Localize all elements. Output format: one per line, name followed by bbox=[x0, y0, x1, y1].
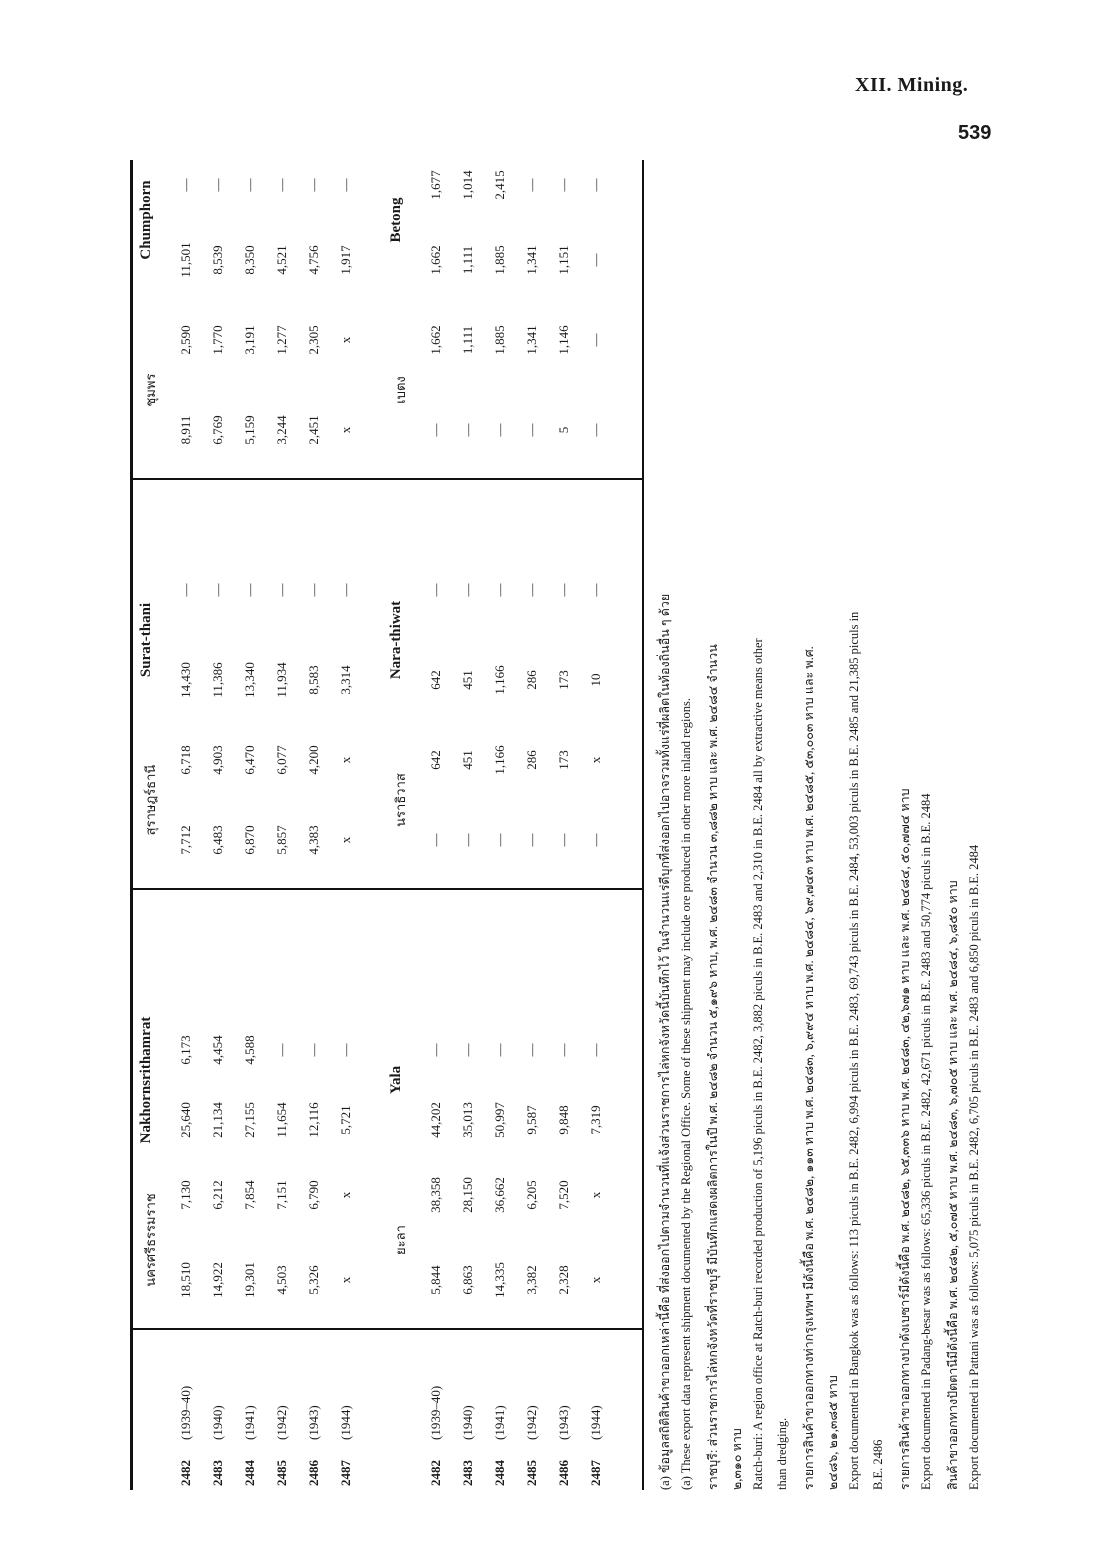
top_table-cell: 6,718 bbox=[178, 745, 193, 775]
bottom_table-cell: 3,382 bbox=[524, 1265, 539, 1295]
top_table-cell: 13,340 bbox=[242, 662, 257, 698]
bottom_table-cell: 7,520 bbox=[556, 1180, 571, 1210]
top_table-cell: — bbox=[274, 583, 289, 597]
stub-divider bbox=[130, 1328, 642, 1330]
top_table-cell: 6,212 bbox=[210, 1180, 225, 1210]
footnote-line: รายการสินค้าขาออกทางท่ากรุงเทพฯ มีดังนี้คือ พ.ศ. ๒๔๘๒, ๑๑๓ หาบ พ.ศ. ๒๔๘๓, ๖,๙๙๔ หาบ พ.ศ. ๒๔๘๔, ๖๙,๗๔๓ หาบ พ.ศ. ๒๔๘๕, ๕๓,๐๐๓ หาบ และ พ.ศ. bbox=[802, 646, 816, 1490]
bottom_table-cell: — bbox=[588, 423, 603, 437]
footnote-line: ๒๔๘๖, ๒๑,๓๘๕ หาบ bbox=[826, 1375, 840, 1490]
top_table-col-thai-2: ชุมพร bbox=[143, 373, 158, 407]
bottom_table-cell: 2,415 bbox=[492, 170, 507, 200]
bottom_table-cell: 1,014 bbox=[460, 170, 475, 200]
top_table-cell: — bbox=[242, 178, 257, 192]
top_table-cell: 6,470 bbox=[242, 745, 257, 775]
footnote-line: than dredging. bbox=[775, 1417, 789, 1490]
top_table-cell: 6,870 bbox=[242, 825, 257, 855]
top_table-cell: 4,588 bbox=[242, 1035, 257, 1065]
bottom_table-cell: — bbox=[556, 583, 571, 597]
year-ce: (1942) bbox=[524, 1405, 539, 1440]
table-top-rule bbox=[130, 160, 133, 1490]
top_table-cell: 3,244 bbox=[274, 415, 289, 445]
top_table-cell: 5,857 bbox=[274, 825, 289, 855]
top_table-cell: — bbox=[306, 583, 321, 597]
top_table-row-label bbox=[242, 1405, 258, 1486]
top_table-cell: 4,383 bbox=[306, 825, 321, 855]
top_table-cell: 5,721 bbox=[338, 1105, 353, 1135]
top_table-cell: 6,077 bbox=[274, 745, 289, 775]
top_table-col-latin-2: Chumphorn bbox=[138, 180, 154, 260]
top_table-cell: 6,483 bbox=[210, 825, 225, 855]
top_table-cell: 27,155 bbox=[242, 1102, 257, 1138]
bottom_table-cell: 451 bbox=[460, 670, 475, 690]
footnote-line: (a) ข้อมูลสถิติสินค้าขาออกเหล่านี้คือ ที่ส่งออกไปตามจำนวนที่แจ้งส่วนราชการไล่หกจังหวัดนี้บันทึกไว้ ในจำนวนแร่ดีบุกที่ส่งออกไปอาจรวมทั้งแร่ที่ผลิตในท้องถิ่นอื่น ๆ ด้วย bbox=[658, 593, 672, 1490]
footnote-line: Ratch-buri: A region office at Ratch-buri recorded production of 5,196 piculs in B.E. 2482, 3,882 piculs in B.E. 2483 and 2,310 in B.E. 2484 all by extractive means other bbox=[751, 638, 765, 1490]
bottom_table-cell: — bbox=[492, 583, 507, 597]
top_table-cell: — bbox=[306, 178, 321, 192]
year-ce: (1941) bbox=[242, 1405, 257, 1440]
top_table-cell: x bbox=[338, 426, 353, 434]
top_table-cell: 5,159 bbox=[242, 415, 257, 445]
bottom_table-cell: x bbox=[588, 1276, 603, 1284]
bottom_table-cell: 451 bbox=[460, 750, 475, 770]
bottom_table-cell: 173 bbox=[556, 750, 571, 770]
top_table-row-label bbox=[338, 1405, 354, 1486]
top_table-col-thai-1: สุราษฎร์ธานี bbox=[143, 764, 158, 836]
top_table-cell: 6,790 bbox=[306, 1180, 321, 1210]
year-ce: (1944) bbox=[338, 1405, 353, 1440]
bottom_table-col-thai-2: เบตง bbox=[393, 376, 408, 404]
top_table-cell: 2,590 bbox=[178, 325, 193, 355]
year-be: 2485 bbox=[274, 1460, 289, 1486]
top_table-cell: 4,521 bbox=[274, 245, 289, 275]
bottom_table-cell: — bbox=[492, 423, 507, 437]
top_table-cell: 4,903 bbox=[210, 745, 225, 775]
bottom_table-cell: 38,358 bbox=[428, 1177, 443, 1213]
bottom_table-cell: 2,328 bbox=[556, 1265, 571, 1295]
bottom_table-cell: — bbox=[524, 583, 539, 597]
bottom_table-cell: — bbox=[556, 178, 571, 192]
bottom_table-cell: 286 bbox=[524, 670, 539, 690]
top_table-col-latin-0: Nakhornsrithamrat bbox=[138, 1016, 154, 1144]
table-bottom-rule bbox=[642, 160, 644, 1490]
bottom_table-cell: — bbox=[460, 833, 475, 847]
bottom_table-cell: — bbox=[460, 423, 475, 437]
bottom_table-cell: — bbox=[524, 1043, 539, 1057]
year-be: 2487 bbox=[588, 1460, 603, 1486]
year-be: 2487 bbox=[338, 1460, 353, 1486]
bottom_table-cell: 1,151 bbox=[556, 245, 571, 275]
top_table-cell: 11,934 bbox=[274, 662, 289, 698]
top_table-cell: — bbox=[338, 583, 353, 597]
bottom_table-col-latin-2: Betong bbox=[388, 197, 404, 243]
year-be: 2486 bbox=[556, 1460, 571, 1486]
footnote-line: รายการสินค้าขาออกทางปาดังเบซาร์มีดังนี้คือ พ.ศ. ๒๔๘๒, ๖๕,๓๓๖ หาบ พ.ศ. ๒๔๘๓, ๔๒,๖๗๑ หาบ และ พ.ศ. ๒๔๘๔, ๕๐,๗๗๔ หาบ bbox=[898, 788, 912, 1490]
year-be: 2486 bbox=[306, 1460, 321, 1486]
top_table-cell: — bbox=[178, 583, 193, 597]
top_table-cell: — bbox=[210, 178, 225, 192]
top_table-cell: 14,430 bbox=[178, 662, 193, 698]
bottom_table-cell: — bbox=[588, 833, 603, 847]
top_table-cell: 8,911 bbox=[178, 415, 193, 445]
bottom_table-cell: — bbox=[556, 833, 571, 847]
top_table-cell: 12,116 bbox=[306, 1102, 321, 1138]
bottom_table-cell: — bbox=[428, 833, 443, 847]
bottom_table-row-label bbox=[556, 1405, 572, 1486]
year-be: 2485 bbox=[524, 1460, 539, 1486]
footnote-line: ๒,๓๑๐ หาบ bbox=[730, 1428, 744, 1490]
bottom_table-cell: 1,341 bbox=[524, 325, 539, 355]
top_table-cell: 7,130 bbox=[178, 1180, 193, 1210]
top_table-cell: 25,640 bbox=[178, 1102, 193, 1138]
bottom_table-cell: 642 bbox=[428, 750, 443, 770]
bottom_table-cell: 6,863 bbox=[460, 1265, 475, 1295]
top_table-cell: 18,510 bbox=[178, 1262, 193, 1298]
bottom_table-row-label bbox=[492, 1405, 508, 1486]
bottom_table-cell: 286 bbox=[524, 750, 539, 770]
footnote-line: Export documented in Bangkok was as follows: 113 piculs in B.E. 2482, 6,994 piculs in B.E. 2483, 69,743 piculs in B.E. 2484, 53,003 piculs in B.E. 2485 and 21,385 piculs in bbox=[847, 611, 861, 1490]
top_table-col-latin-1: Surat-thani bbox=[138, 602, 154, 678]
top_table-cell: — bbox=[178, 178, 193, 192]
top_table-cell: — bbox=[210, 583, 225, 597]
top_table-cell: 6,173 bbox=[178, 1035, 193, 1065]
top_table-cell: 4,200 bbox=[306, 745, 321, 775]
bottom_table-cell: — bbox=[524, 178, 539, 192]
bottom_table-cell: — bbox=[588, 583, 603, 597]
bottom_table-cell: 44,202 bbox=[428, 1102, 443, 1138]
top_table-cell: 19,301 bbox=[242, 1262, 257, 1298]
top_table-cell: 7,712 bbox=[178, 825, 193, 855]
bottom_table-cell: 1,885 bbox=[492, 245, 507, 275]
year-ce: (1944) bbox=[588, 1405, 603, 1440]
bottom_table-cell: 5 bbox=[556, 426, 571, 434]
year-be: 2484 bbox=[242, 1460, 257, 1486]
top_table-cell: 3,191 bbox=[242, 325, 257, 355]
bottom_table-col-thai-0: ยะลา bbox=[393, 1225, 408, 1255]
bottom_table-cell: 35,013 bbox=[460, 1102, 475, 1138]
top_table-row-label bbox=[274, 1405, 290, 1486]
bottom_table-cell: 1,662 bbox=[428, 325, 443, 355]
top_table-cell: x bbox=[338, 836, 353, 844]
year-be: 2483 bbox=[210, 1460, 225, 1486]
bottom_table-cell: x bbox=[588, 1191, 603, 1199]
bottom_table-cell: — bbox=[588, 333, 603, 347]
top_table-cell: 11,501 bbox=[178, 242, 193, 278]
top_table-cell: 14,922 bbox=[210, 1262, 225, 1298]
bottom_table-cell: — bbox=[460, 1043, 475, 1057]
year-be: 2484 bbox=[492, 1460, 507, 1486]
top_table-cell: 4,503 bbox=[274, 1265, 289, 1295]
bottom_table-cell: 14,335 bbox=[492, 1262, 507, 1298]
bottom_table-col-latin-0: Yala bbox=[388, 1065, 404, 1095]
top_table-row-label bbox=[210, 1405, 226, 1486]
top_table-cell: x bbox=[338, 1191, 353, 1199]
bottom_table-cell: 1,166 bbox=[492, 665, 507, 695]
bottom_table-cell: 5,844 bbox=[428, 1265, 443, 1295]
bottom_table-cell: — bbox=[460, 583, 475, 597]
section-title: XII. Mining. bbox=[855, 74, 969, 96]
bottom_table-cell: 36,662 bbox=[492, 1177, 507, 1213]
bottom_table-cell: 1,146 bbox=[556, 325, 571, 355]
column-divider-2 bbox=[130, 478, 642, 480]
top_table-row-label bbox=[178, 1386, 194, 1486]
year-ce: (1939–40) bbox=[428, 1385, 443, 1440]
bottom_table-row-label bbox=[588, 1405, 604, 1486]
top_table-cell: x bbox=[338, 756, 353, 764]
footnote-line: สินค้าขาออกทางปัตตานีมีดังนี้คือ พ.ศ. ๒๔๘๒, ๕,๐๗๕ หาบ พ.ศ. ๒๔๘๓, ๖,๗๐๕ หาบ และ พ.ศ. ๒๔๘๔, ๖,๘๕๐ หาบ bbox=[946, 880, 960, 1490]
bottom_table-cell: 1,341 bbox=[524, 245, 539, 275]
bottom_table-cell: 28,150 bbox=[460, 1177, 475, 1213]
bottom_table-row-label bbox=[460, 1405, 476, 1486]
bottom_table-cell: 7,319 bbox=[588, 1105, 603, 1135]
top_table-cell: — bbox=[338, 178, 353, 192]
rotated-table-block bbox=[75, 160, 990, 1490]
top_table-cell: 8,539 bbox=[210, 245, 225, 275]
bottom_table-cell: 1,111 bbox=[460, 245, 475, 275]
top_table-cell: — bbox=[242, 583, 257, 597]
top_table-cell: 1,770 bbox=[210, 325, 225, 355]
bottom_table-cell: — bbox=[428, 423, 443, 437]
top_table-row-label bbox=[306, 1405, 322, 1486]
top_table-col-thai-0: นครศรีธรรมราช bbox=[143, 1193, 158, 1287]
top_table-cell: 11,386 bbox=[210, 662, 225, 698]
bottom_table-cell: — bbox=[588, 178, 603, 192]
top_table-cell: 21,134 bbox=[210, 1102, 225, 1138]
top_table-cell: 5,326 bbox=[306, 1265, 321, 1295]
year-ce: (1941) bbox=[492, 1405, 507, 1440]
top_table-cell: 8,350 bbox=[242, 245, 257, 275]
top_table-cell: 4,454 bbox=[210, 1035, 225, 1065]
top_table-cell: — bbox=[274, 1043, 289, 1057]
bottom_table-cell: — bbox=[588, 253, 603, 267]
top_table-cell: 4,756 bbox=[306, 245, 321, 275]
footnote-line: ราชบุรี: ส่วนราชการไล่หกจังหวัดที่ราชบุรี มีบันทึกแสดงผลิตการในปี พ.ศ. ๒๔๘๒ จำนวน ๕,๑๙๖ หาบ, พ.ศ. ๒๔๘๓ จำนวน ๓,๘๘๒ หาบ และ พ.ศ. ๒๔๘๔ จำนวน bbox=[706, 644, 720, 1490]
footnote-line: B.E. 2486 bbox=[871, 1439, 885, 1490]
top_table-cell: 8,583 bbox=[306, 665, 321, 695]
footnote-line: Export documented in Pattani was as follows: 5,075 piculs in B.E. 2482, 6,705 piculs in B.E. 2483 and 6,850 piculs in B.E. 2484 bbox=[967, 844, 981, 1490]
bottom_table-cell: — bbox=[492, 1043, 507, 1057]
year-ce: (1942) bbox=[274, 1405, 289, 1440]
bottom_table-row-label bbox=[524, 1405, 540, 1486]
footnote-line: (a) These export data represent shipment documented by the Regional Office. Some of these shipment may include ore produced in other more inland regions. bbox=[679, 697, 693, 1490]
bottom_table-cell: x bbox=[588, 756, 603, 764]
year-be: 2483 bbox=[460, 1460, 475, 1486]
bottom_table-cell: 1,885 bbox=[492, 325, 507, 355]
bottom_table-cell: 1,166 bbox=[492, 745, 507, 775]
bottom_table-cell: — bbox=[428, 583, 443, 597]
bottom_table-cell: 1,677 bbox=[428, 170, 443, 200]
year-be: 2482 bbox=[428, 1460, 443, 1486]
bottom_table-cell: 6,205 bbox=[524, 1180, 539, 1210]
top_table-cell: — bbox=[338, 1043, 353, 1057]
bottom_table-cell: 1,662 bbox=[428, 245, 443, 275]
top_table-cell: 11,654 bbox=[274, 1102, 289, 1138]
bottom_table-cell: 10 bbox=[588, 673, 603, 687]
top_table-cell: 7,854 bbox=[242, 1180, 257, 1210]
bottom_table-cell: 173 bbox=[556, 670, 571, 690]
bottom_table-cell: — bbox=[588, 1043, 603, 1057]
bottom_table-cell: — bbox=[492, 833, 507, 847]
bottom_table-cell: 9,848 bbox=[556, 1105, 571, 1135]
top_table-cell: — bbox=[306, 1043, 321, 1057]
year-ce: (1940) bbox=[210, 1405, 225, 1440]
top_table-cell: 2,451 bbox=[306, 415, 321, 445]
bottom_table-row-label bbox=[428, 1386, 444, 1486]
bottom_table-cell: 9,587 bbox=[524, 1105, 539, 1135]
column-divider-1 bbox=[130, 888, 642, 890]
top_table-cell: 3,314 bbox=[338, 665, 353, 695]
top_table-cell: 7,151 bbox=[274, 1180, 289, 1210]
year-ce: (1943) bbox=[306, 1405, 321, 1440]
bottom_table-cell: 1,111 bbox=[460, 325, 475, 355]
year-ce: (1943) bbox=[556, 1405, 571, 1440]
top_table-cell: 6,769 bbox=[210, 415, 225, 445]
top_table-cell: 1,917 bbox=[338, 245, 353, 275]
year-be: 2482 bbox=[178, 1460, 193, 1486]
bottom_table-cell: 642 bbox=[428, 670, 443, 690]
bottom_table-col-thai-1: นราธิวาส bbox=[393, 773, 408, 827]
top_table-cell: 2,305 bbox=[306, 325, 321, 355]
top_table-cell: x bbox=[338, 1276, 353, 1284]
page-number: 539 bbox=[958, 122, 992, 144]
bottom_table-cell: — bbox=[524, 423, 539, 437]
bottom_table-cell: 50,997 bbox=[492, 1102, 507, 1138]
bottom_table-cell: — bbox=[428, 1043, 443, 1057]
top_table-cell: — bbox=[274, 178, 289, 192]
top_table-cell: x bbox=[338, 336, 353, 344]
bottom_table-cell: — bbox=[556, 1043, 571, 1057]
top_table-cell: 1,277 bbox=[274, 325, 289, 355]
footnote-line: Export documented in Padang-besar was as follows: 65,336 piculs in B.E. 2482, 42,671 piculs in B.E. 2483 and 50,774 piculs in B.E. 2484 bbox=[919, 793, 933, 1490]
bottom_table-cell: — bbox=[524, 833, 539, 847]
bottom_table-col-latin-1: Nara-thiwat bbox=[388, 600, 404, 680]
year-ce: (1939–40) bbox=[178, 1385, 193, 1440]
year-ce: (1940) bbox=[460, 1405, 475, 1440]
